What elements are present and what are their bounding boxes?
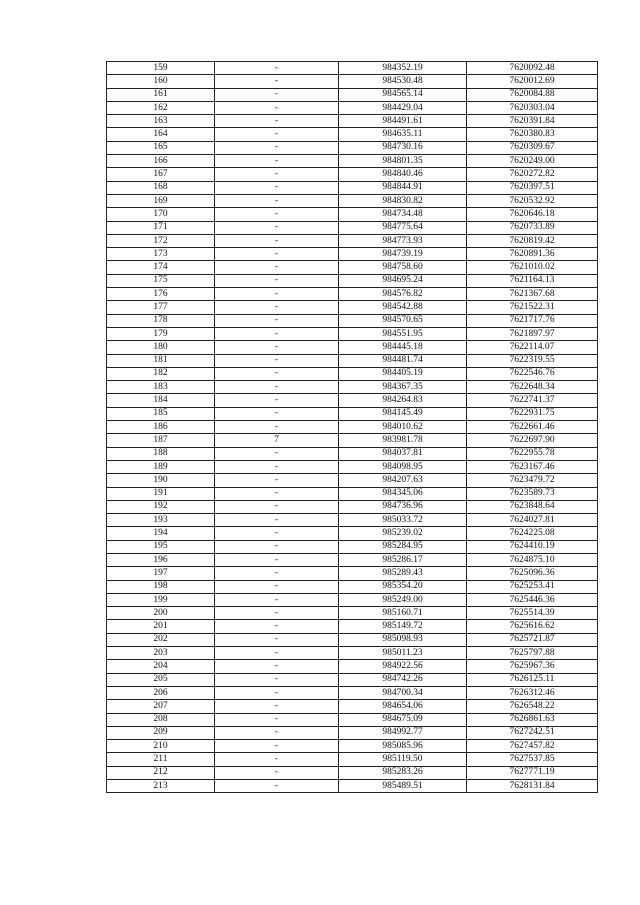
mark-cell: - (215, 593, 339, 606)
point-number-cell: 165 (107, 141, 215, 154)
mark-cell: - (215, 327, 339, 340)
x-coordinate-cell: 984635.11 (339, 128, 467, 141)
table-row (107, 314, 598, 327)
y-coordinate-cell: 7620380.83 (467, 128, 598, 141)
y-coordinate-cell: 7620012.69 (467, 75, 598, 88)
mark-cell: - (215, 766, 339, 779)
x-coordinate-cell: 984700.34 (339, 686, 467, 699)
point-number-cell: 196 (107, 553, 215, 566)
point-number-cell: 168 (107, 181, 215, 194)
y-coordinate-cell: 7620249.00 (467, 155, 598, 168)
point-number-cell: 207 (107, 700, 215, 713)
mark-cell: - (215, 288, 339, 301)
table-row (107, 367, 598, 380)
mark-cell: - (215, 221, 339, 234)
x-coordinate-cell: 985011.23 (339, 647, 467, 660)
y-coordinate-cell: 7627771.19 (467, 766, 598, 779)
point-number-cell: 186 (107, 421, 215, 434)
y-coordinate-cell: 7625721.87 (467, 633, 598, 646)
table-row (107, 593, 598, 606)
mark-cell: - (215, 540, 339, 553)
table-row (107, 500, 598, 513)
point-number-cell: 166 (107, 155, 215, 168)
point-number-cell: 193 (107, 514, 215, 527)
y-coordinate-cell: 7627242.51 (467, 726, 598, 739)
table-row (107, 474, 598, 487)
mark-cell: - (215, 194, 339, 207)
mark-cell: - (215, 527, 339, 540)
mark-cell: - (215, 447, 339, 460)
point-number-cell: 206 (107, 686, 215, 699)
y-coordinate-cell: 7620084.88 (467, 88, 598, 101)
mark-cell: - (215, 713, 339, 726)
table-row (107, 514, 598, 527)
y-coordinate-cell: 7620272.82 (467, 168, 598, 181)
y-coordinate-cell: 7626548.22 (467, 700, 598, 713)
x-coordinate-cell: 985284.95 (339, 540, 467, 553)
point-number-cell: 163 (107, 115, 215, 128)
x-coordinate-cell: 984675.09 (339, 713, 467, 726)
y-coordinate-cell: 7620397.51 (467, 181, 598, 194)
point-number-cell: 164 (107, 128, 215, 141)
x-coordinate-cell: 984840.46 (339, 168, 467, 181)
x-coordinate-cell: 984734.48 (339, 208, 467, 221)
mark-cell: - (215, 647, 339, 660)
mark-cell: - (215, 633, 339, 646)
y-coordinate-cell: 7620309.67 (467, 141, 598, 154)
table-row (107, 234, 598, 247)
point-number-cell: 179 (107, 327, 215, 340)
point-number-cell: 192 (107, 500, 215, 513)
point-number-cell: 203 (107, 647, 215, 660)
point-number-cell: 162 (107, 101, 215, 114)
table-row (107, 434, 598, 447)
mark-cell: - (215, 367, 339, 380)
point-number-cell: 174 (107, 261, 215, 274)
y-coordinate-cell: 7621164.13 (467, 274, 598, 287)
mark-cell: - (215, 553, 339, 566)
mark-cell: - (215, 234, 339, 247)
mark-cell: - (215, 660, 339, 673)
table-row (107, 168, 598, 181)
point-number-cell: 204 (107, 660, 215, 673)
x-coordinate-cell: 984264.83 (339, 394, 467, 407)
x-coordinate-cell: 984010.62 (339, 421, 467, 434)
x-coordinate-cell: 985283.26 (339, 766, 467, 779)
table-row (107, 274, 598, 287)
y-coordinate-cell: 7624027.81 (467, 514, 598, 527)
table-row (107, 62, 598, 75)
mark-cell: - (215, 115, 339, 128)
y-coordinate-cell: 7622648.34 (467, 381, 598, 394)
table-row (107, 766, 598, 779)
y-coordinate-cell: 7621522.31 (467, 301, 598, 314)
point-number-cell: 208 (107, 713, 215, 726)
x-coordinate-cell: 985239.02 (339, 527, 467, 540)
y-coordinate-cell: 7625514.39 (467, 607, 598, 620)
mark-cell: - (215, 460, 339, 473)
mark-cell: - (215, 726, 339, 739)
point-number-cell: 183 (107, 381, 215, 394)
table-row (107, 208, 598, 221)
mark-cell: - (215, 168, 339, 181)
x-coordinate-cell: 984367.35 (339, 381, 467, 394)
x-coordinate-cell: 984730.16 (339, 141, 467, 154)
table-row (107, 101, 598, 114)
x-coordinate-cell: 984530.48 (339, 75, 467, 88)
x-coordinate-cell: 984742.26 (339, 673, 467, 686)
x-coordinate-cell: 984758.60 (339, 261, 467, 274)
point-number-cell: 184 (107, 394, 215, 407)
y-coordinate-cell: 7622741.37 (467, 394, 598, 407)
point-number-cell: 195 (107, 540, 215, 553)
point-number-cell: 159 (107, 62, 215, 75)
mark-cell: - (215, 474, 339, 487)
y-coordinate-cell: 7623589.73 (467, 487, 598, 500)
y-coordinate-cell: 7625446.36 (467, 593, 598, 606)
y-coordinate-cell: 7622114.07 (467, 341, 598, 354)
point-number-cell: 210 (107, 740, 215, 753)
point-number-cell: 173 (107, 248, 215, 261)
mark-cell: - (215, 514, 339, 527)
point-number-cell: 185 (107, 407, 215, 420)
x-coordinate-cell: 984345.06 (339, 487, 467, 500)
y-coordinate-cell: 7624410.19 (467, 540, 598, 553)
y-coordinate-cell: 7620646.18 (467, 208, 598, 221)
x-coordinate-cell: 984037.81 (339, 447, 467, 460)
y-coordinate-cell: 7621717.76 (467, 314, 598, 327)
point-number-cell: 201 (107, 620, 215, 633)
y-coordinate-cell: 7622931.75 (467, 407, 598, 420)
point-number-cell: 188 (107, 447, 215, 460)
mark-cell: - (215, 580, 339, 593)
table-row (107, 713, 598, 726)
table-row (107, 553, 598, 566)
mark-cell: - (215, 753, 339, 766)
table-row (107, 660, 598, 673)
x-coordinate-cell: 984992.77 (339, 726, 467, 739)
table-row (107, 354, 598, 367)
x-coordinate-cell: 984570.65 (339, 314, 467, 327)
table-row (107, 128, 598, 141)
point-number-cell: 202 (107, 633, 215, 646)
mark-cell: - (215, 620, 339, 633)
table-row (107, 673, 598, 686)
mark-cell: - (215, 567, 339, 580)
x-coordinate-cell: 984405.19 (339, 367, 467, 380)
y-coordinate-cell: 7620819.42 (467, 234, 598, 247)
x-coordinate-cell: 985098.93 (339, 633, 467, 646)
mark-cell: - (215, 62, 339, 75)
mark-cell: - (215, 88, 339, 101)
y-coordinate-cell: 7621897.97 (467, 327, 598, 340)
mark-cell: - (215, 700, 339, 713)
x-coordinate-cell: 985119.50 (339, 753, 467, 766)
mark-cell: - (215, 500, 339, 513)
table-row (107, 753, 598, 766)
point-number-cell: 198 (107, 580, 215, 593)
mark-cell: - (215, 381, 339, 394)
point-number-cell: 167 (107, 168, 215, 181)
table-row (107, 407, 598, 420)
y-coordinate-cell: 7624225.08 (467, 527, 598, 540)
table-row (107, 261, 598, 274)
y-coordinate-cell: 7625096.36 (467, 567, 598, 580)
table-body (107, 62, 598, 793)
x-coordinate-cell: 985354.20 (339, 580, 467, 593)
x-coordinate-cell: 984145.49 (339, 407, 467, 420)
table-row (107, 633, 598, 646)
y-coordinate-cell: 7620092.48 (467, 62, 598, 75)
x-coordinate-cell: 984736.96 (339, 500, 467, 513)
x-coordinate-cell: 984551.95 (339, 327, 467, 340)
mark-cell: - (215, 354, 339, 367)
table-row (107, 647, 598, 660)
point-number-cell: 181 (107, 354, 215, 367)
point-number-cell: 175 (107, 274, 215, 287)
y-coordinate-cell: 7622697.90 (467, 434, 598, 447)
point-number-cell: 211 (107, 753, 215, 766)
point-number-cell: 213 (107, 780, 215, 793)
y-coordinate-cell: 7621367.68 (467, 288, 598, 301)
x-coordinate-cell: 984429.04 (339, 101, 467, 114)
point-number-cell: 194 (107, 527, 215, 540)
y-coordinate-cell: 7624875.10 (467, 553, 598, 566)
mark-cell: - (215, 686, 339, 699)
point-number-cell: 161 (107, 88, 215, 101)
point-number-cell: 191 (107, 487, 215, 500)
table-row (107, 740, 598, 753)
mark-cell: - (215, 487, 339, 500)
mark-cell: - (215, 314, 339, 327)
x-coordinate-cell: 984775.64 (339, 221, 467, 234)
table-row (107, 780, 598, 793)
x-coordinate-cell: 984773.93 (339, 234, 467, 247)
mark-cell: - (215, 181, 339, 194)
y-coordinate-cell: 7620891.36 (467, 248, 598, 261)
y-coordinate-cell: 7625253.41 (467, 580, 598, 593)
point-number-cell: 209 (107, 726, 215, 739)
table-row (107, 527, 598, 540)
point-number-cell: 200 (107, 607, 215, 620)
table-row (107, 194, 598, 207)
y-coordinate-cell: 7626861.63 (467, 713, 598, 726)
x-coordinate-cell: 985085.96 (339, 740, 467, 753)
x-coordinate-cell: 984654.06 (339, 700, 467, 713)
x-coordinate-cell: 984491.61 (339, 115, 467, 128)
table-row (107, 620, 598, 633)
y-coordinate-cell: 7627537.85 (467, 753, 598, 766)
x-coordinate-cell: 985033.72 (339, 514, 467, 527)
y-coordinate-cell: 7622546.76 (467, 367, 598, 380)
y-coordinate-cell: 7622319.55 (467, 354, 598, 367)
point-number-cell: 212 (107, 766, 215, 779)
coordinates-table (106, 61, 598, 793)
table-row (107, 288, 598, 301)
x-coordinate-cell: 985286.17 (339, 553, 467, 566)
point-number-cell: 172 (107, 234, 215, 247)
point-number-cell: 169 (107, 194, 215, 207)
x-coordinate-cell: 984844.91 (339, 181, 467, 194)
y-coordinate-cell: 7622661.46 (467, 421, 598, 434)
point-number-cell: 178 (107, 314, 215, 327)
mark-cell: - (215, 607, 339, 620)
x-coordinate-cell: 985160.71 (339, 607, 467, 620)
x-coordinate-cell: 984352.19 (339, 62, 467, 75)
point-number-cell: 176 (107, 288, 215, 301)
point-number-cell: 180 (107, 341, 215, 354)
x-coordinate-cell: 984207.63 (339, 474, 467, 487)
point-number-cell: 171 (107, 221, 215, 234)
table-row (107, 607, 598, 620)
mark-cell: - (215, 128, 339, 141)
mark-cell: - (215, 141, 339, 154)
x-coordinate-cell: 984695.24 (339, 274, 467, 287)
mark-cell: - (215, 341, 339, 354)
y-coordinate-cell: 7620391.84 (467, 115, 598, 128)
mark-cell: - (215, 421, 339, 434)
mark-cell: - (215, 673, 339, 686)
x-coordinate-cell: 984481.74 (339, 354, 467, 367)
table-row (107, 540, 598, 553)
y-coordinate-cell: 7626312.46 (467, 686, 598, 699)
y-coordinate-cell: 7620532.92 (467, 194, 598, 207)
table-row (107, 580, 598, 593)
point-number-cell: 160 (107, 75, 215, 88)
point-number-cell: 177 (107, 301, 215, 314)
y-coordinate-cell: 7623848.64 (467, 500, 598, 513)
mark-cell: - (215, 394, 339, 407)
table-row (107, 447, 598, 460)
table-row (107, 88, 598, 101)
table-row (107, 487, 598, 500)
mark-cell: - (215, 101, 339, 114)
x-coordinate-cell: 984542.88 (339, 301, 467, 314)
point-number-cell: 190 (107, 474, 215, 487)
point-number-cell: 182 (107, 367, 215, 380)
x-coordinate-cell: 985289.43 (339, 567, 467, 580)
y-coordinate-cell: 7628131.84 (467, 780, 598, 793)
table-row (107, 700, 598, 713)
y-coordinate-cell: 7626125.11 (467, 673, 598, 686)
table-row (107, 141, 598, 154)
table-row (107, 301, 598, 314)
x-coordinate-cell: 984565.14 (339, 88, 467, 101)
x-coordinate-cell: 984922.56 (339, 660, 467, 673)
x-coordinate-cell: 984576.82 (339, 288, 467, 301)
point-number-cell: 197 (107, 567, 215, 580)
y-coordinate-cell: 7620733.89 (467, 221, 598, 234)
mark-cell: - (215, 155, 339, 168)
table-row (107, 460, 598, 473)
table-row (107, 75, 598, 88)
table-row (107, 421, 598, 434)
mark-cell: - (215, 261, 339, 274)
y-coordinate-cell: 7621010.02 (467, 261, 598, 274)
table-row (107, 381, 598, 394)
mark-cell: - (215, 274, 339, 287)
table-row (107, 394, 598, 407)
y-coordinate-cell: 7625616.62 (467, 620, 598, 633)
table-row (107, 341, 598, 354)
table-row (107, 115, 598, 128)
x-coordinate-cell: 985249.00 (339, 593, 467, 606)
x-coordinate-cell: 984098.95 (339, 460, 467, 473)
mark-cell: 7 (215, 434, 339, 447)
x-coordinate-cell: 984739.19 (339, 248, 467, 261)
mark-cell: - (215, 407, 339, 420)
y-coordinate-cell: 7623479.72 (467, 474, 598, 487)
mark-cell: - (215, 301, 339, 314)
mark-cell: - (215, 248, 339, 261)
point-number-cell: 187 (107, 434, 215, 447)
x-coordinate-cell: 985149.72 (339, 620, 467, 633)
table-row (107, 248, 598, 261)
x-coordinate-cell: 984830.82 (339, 194, 467, 207)
x-coordinate-cell: 984801.35 (339, 155, 467, 168)
y-coordinate-cell: 7620303.04 (467, 101, 598, 114)
point-number-cell: 170 (107, 208, 215, 221)
x-coordinate-cell: 985489.51 (339, 780, 467, 793)
table-row (107, 327, 598, 340)
point-number-cell: 189 (107, 460, 215, 473)
mark-cell: - (215, 740, 339, 753)
point-number-cell: 205 (107, 673, 215, 686)
y-coordinate-cell: 7625967.36 (467, 660, 598, 673)
table-row (107, 181, 598, 194)
point-number-cell: 199 (107, 593, 215, 606)
mark-cell: - (215, 780, 339, 793)
table-row (107, 686, 598, 699)
y-coordinate-cell: 7625797.88 (467, 647, 598, 660)
y-coordinate-cell: 7623167.46 (467, 460, 598, 473)
x-coordinate-cell: 984445.18 (339, 341, 467, 354)
y-coordinate-cell: 7622955.78 (467, 447, 598, 460)
y-coordinate-cell: 7627457.82 (467, 740, 598, 753)
table-row (107, 155, 598, 168)
table-row (107, 567, 598, 580)
mark-cell: - (215, 75, 339, 88)
table-row (107, 726, 598, 739)
table-row (107, 221, 598, 234)
mark-cell: - (215, 208, 339, 221)
x-coordinate-cell: 983981.78 (339, 434, 467, 447)
